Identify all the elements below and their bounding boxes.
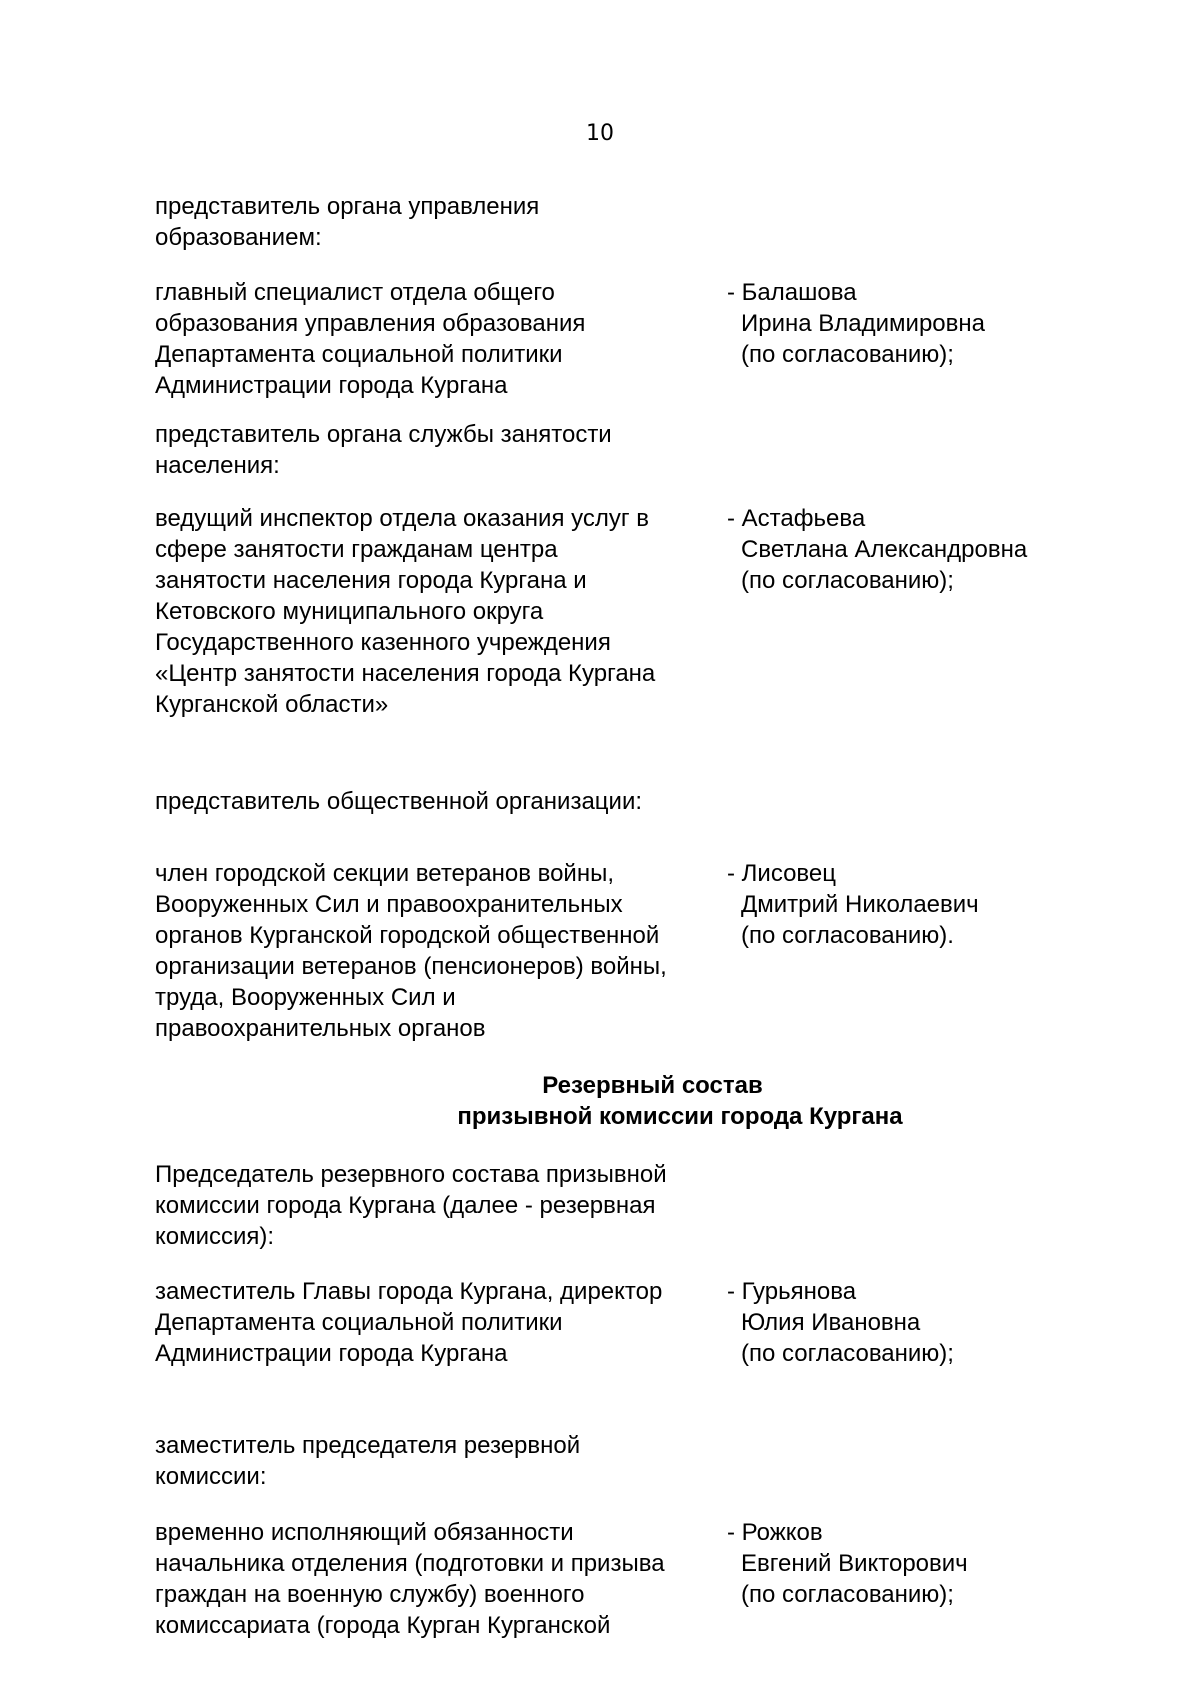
heading-reserve-chairman xyxy=(155,1159,715,1252)
name-line: (по согласованию); xyxy=(741,1340,954,1367)
name-line: Евгений Викторович xyxy=(741,1550,968,1577)
position-line: временно исполняющий обязанности xyxy=(155,1519,574,1546)
position-line: член городской секции ветеранов войны, xyxy=(155,860,615,887)
heading-line: представитель общественной организации: xyxy=(155,788,643,815)
member-name xyxy=(727,1276,1087,1369)
name-line: (по согласованию). xyxy=(741,922,954,949)
position-line: Государственного казенного учреждения xyxy=(155,629,611,656)
member-name xyxy=(727,503,1087,596)
name-line: - Рожков xyxy=(727,1519,823,1546)
name-line: Светлана Александровна xyxy=(741,536,1028,563)
position-line: Администрации города Кургана xyxy=(155,1340,508,1367)
position-line: Департамента социальной политики xyxy=(155,1309,563,1336)
heading-line: представитель органа службы занятости xyxy=(155,421,612,448)
position-line: Департамента социальной политики xyxy=(155,341,563,368)
heading-reserve-deputy-chairman xyxy=(155,1430,715,1492)
member-name xyxy=(727,277,1087,370)
heading-public-organization xyxy=(155,786,715,817)
name-line: (по согласованию); xyxy=(741,1581,954,1608)
member-position xyxy=(155,503,715,720)
position-line: труда, Вооруженных Сил и xyxy=(155,984,456,1011)
position-line: организации ветеранов (пенсионеров) войны, xyxy=(155,953,667,980)
name-line: (по согласованию); xyxy=(741,341,954,368)
position-line: Кетовского муниципального округа xyxy=(155,598,544,625)
member-name xyxy=(727,1517,1087,1610)
position-line: образования управления образования xyxy=(155,310,586,337)
section-title-line: призывной комиссии города Кургана xyxy=(457,1103,903,1130)
name-line: - Гурьянова xyxy=(727,1278,857,1305)
member-position xyxy=(155,277,715,401)
heading-line: образованием: xyxy=(155,224,322,251)
name-line: - Балашова xyxy=(727,279,857,306)
position-line: занятости населения города Кургана и xyxy=(155,567,587,594)
heading-employment-representative xyxy=(155,419,715,481)
heading-education-representative xyxy=(155,191,715,253)
member-position xyxy=(155,858,715,1044)
name-line: (по согласованию); xyxy=(741,567,954,594)
heading-line: представитель органа управления xyxy=(155,193,540,220)
name-line: Дмитрий Николаевич xyxy=(741,891,979,918)
position-line: Курганской области» xyxy=(155,691,389,718)
member-position xyxy=(155,1276,715,1369)
member-name xyxy=(727,858,1087,951)
name-line: - Астафьева xyxy=(727,505,866,532)
name-line: Юлия Ивановна xyxy=(741,1309,921,1336)
member-position xyxy=(155,1517,715,1641)
position-line: сфере занятости гражданам центра xyxy=(155,536,558,563)
heading-line: Председатель резервного состава призывной xyxy=(155,1161,667,1188)
position-line: главный специалист отдела общего xyxy=(155,279,555,306)
position-line: комиссариата (города Курган Курганской xyxy=(155,1612,611,1639)
position-line: начальника отделения (подготовки и призыва xyxy=(155,1550,665,1577)
position-line: «Центр занятости населения города Кургана xyxy=(155,660,656,687)
page-number: 10 xyxy=(586,121,614,146)
position-line: ведущий инспектор отдела оказания услуг в xyxy=(155,505,650,532)
position-line: органов Курганской городской общественной xyxy=(155,922,660,949)
position-line: заместитель Главы города Кургана, директор xyxy=(155,1278,663,1305)
heading-line: заместитель председателя резервной xyxy=(155,1432,581,1459)
name-line: - Лисовец xyxy=(727,860,837,887)
position-line: граждан на военную службу) военного xyxy=(155,1581,585,1608)
heading-line: комиссии города Кургана (далее - резервная xyxy=(155,1192,656,1219)
heading-line: комиссия): xyxy=(155,1223,275,1250)
position-line: Администрации города Кургана xyxy=(155,372,508,399)
position-line: правоохранительных органов xyxy=(155,1015,486,1042)
section-title-line: Резервный состав xyxy=(542,1072,763,1099)
position-line: Вооруженных Сил и правоохранительных xyxy=(155,891,623,918)
name-line: Ирина Владимировна xyxy=(741,310,985,337)
section-title-reserve-commission xyxy=(0,1070,1200,1132)
heading-line: комиссии: xyxy=(155,1463,267,1490)
heading-line: населения: xyxy=(155,452,280,479)
